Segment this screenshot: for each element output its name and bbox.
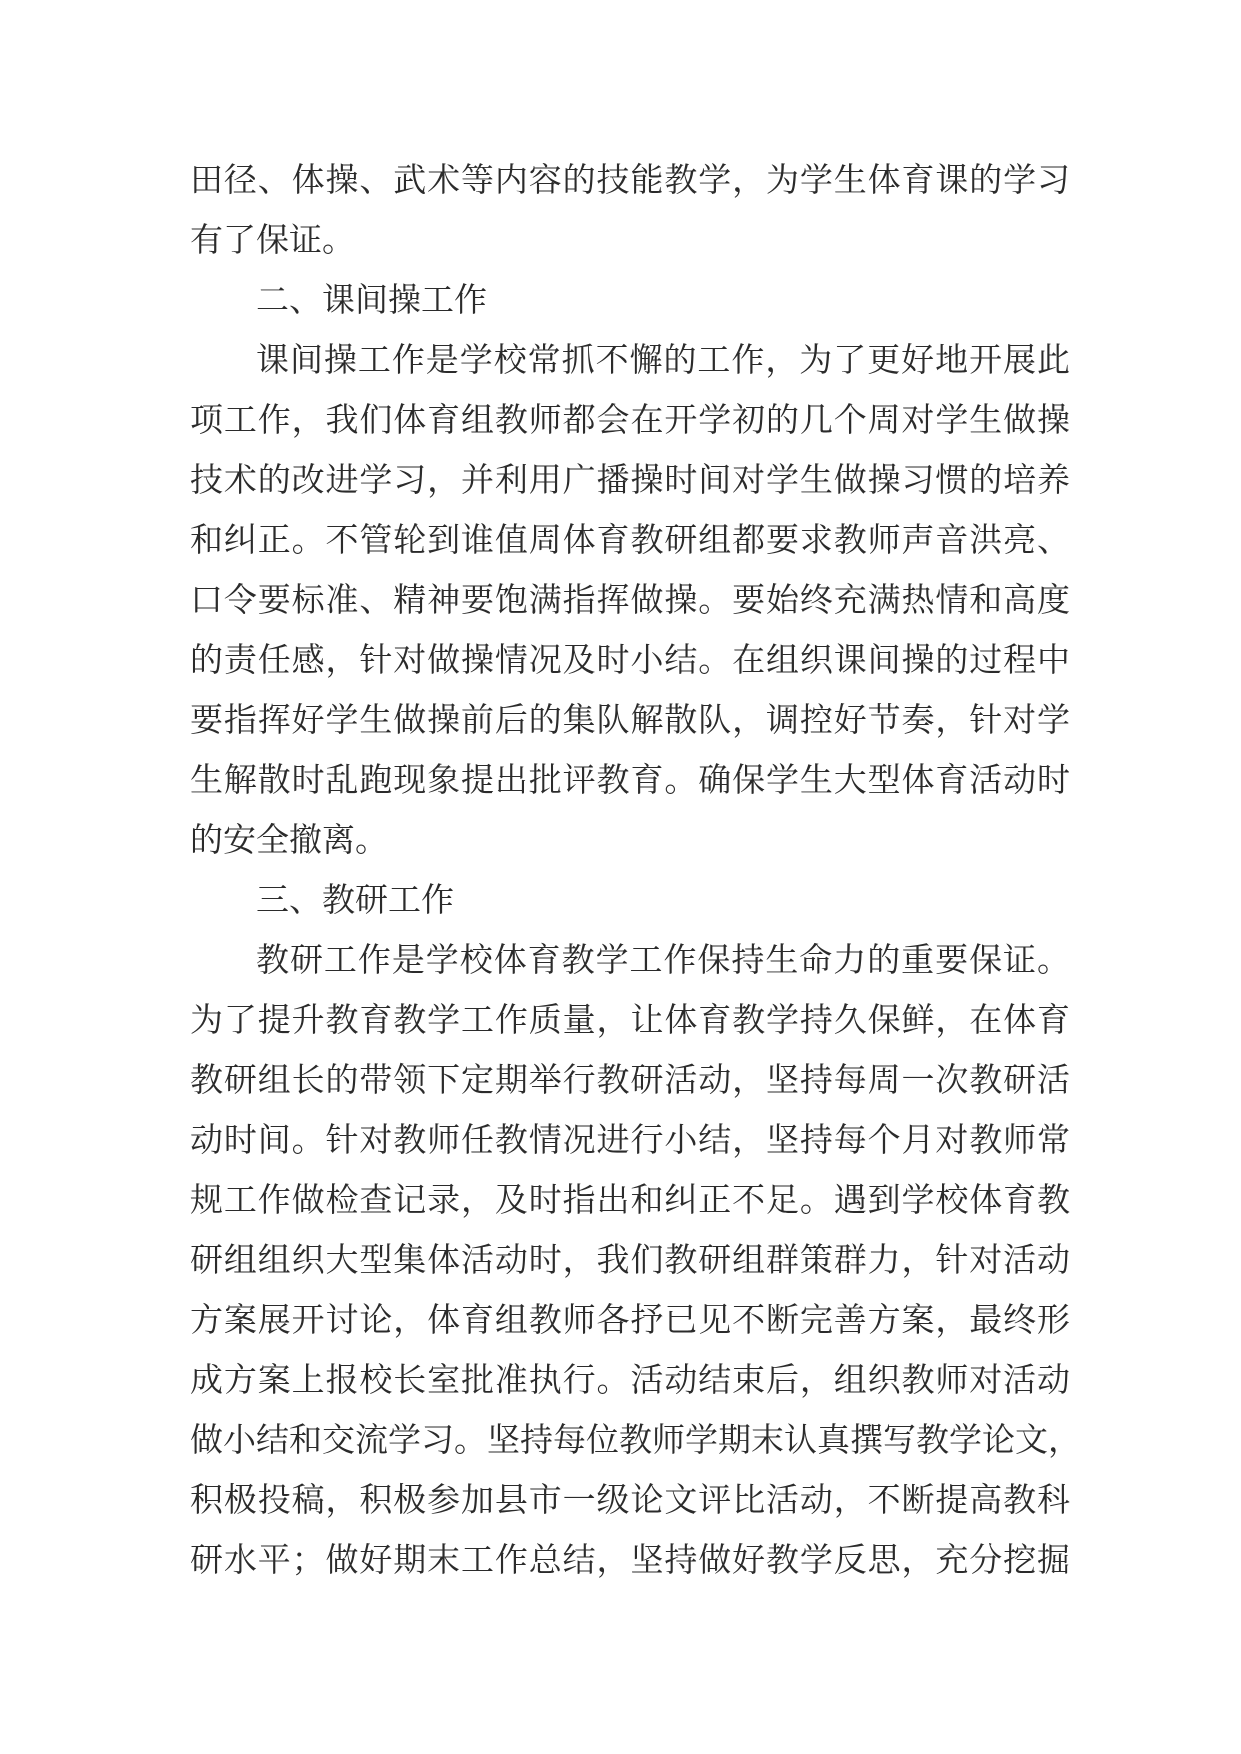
- body-line: 研水平；做好期末工作总结，坚持做好教学反思，充分挖掘: [190, 1540, 1070, 1579]
- body-line: 要指挥好学生做操前后的集队解散队，调控好节奏，针对学: [190, 700, 1070, 739]
- body-line: 为了提升教育教学工作质量，让体育教学持久保鲜，在体育: [190, 1000, 1070, 1039]
- body-line: 成方案上报校长室批准执行。活动结束后，组织教师对活动: [190, 1360, 1070, 1399]
- body-line: 技术的改进学习，并利用广播操时间对学生做操习惯的培养: [190, 460, 1070, 499]
- section-heading: 二、课间操工作: [256, 280, 487, 319]
- section-heading: 三、教研工作: [256, 880, 454, 919]
- body-line: 和纠正。不管轮到谁值周体育教研组都要求教师声音洪亮、: [190, 520, 1070, 559]
- body-line: 有了保证。: [190, 220, 355, 259]
- body-line: 规工作做检查记录，及时指出和纠正不足。遇到学校体育教: [190, 1180, 1070, 1219]
- body-line: 口令要标准、精神要饱满指挥做操。要始终充满热情和高度: [190, 580, 1070, 619]
- body-line: 教研组长的带领下定期举行教研活动，坚持每周一次教研活: [190, 1060, 1070, 1099]
- body-line: 田径、体操、武术等内容的技能教学，为学生体育课的学习: [190, 160, 1070, 199]
- body-line: 动时间。针对教师任教情况进行小结，坚持每个月对教师常: [190, 1120, 1070, 1159]
- body-line: 教研工作是学校体育教学工作保持生命力的重要保证。: [256, 940, 1070, 979]
- body-line: 研组组织大型集体活动时，我们教研组群策群力，针对活动: [190, 1240, 1070, 1279]
- body-line: 的安全撤离。: [190, 820, 388, 859]
- body-line: 积极投稿，积极参加县市一级论文评比活动，不断提高教科: [190, 1480, 1070, 1519]
- body-line: 课间操工作是学校常抓不懈的工作，为了更好地开展此: [256, 340, 1070, 379]
- body-line: 项工作，我们体育组教师都会在开学初的几个周对学生做操: [190, 400, 1070, 439]
- body-line: 生解散时乱跑现象提出批评教育。确保学生大型体育活动时: [190, 760, 1070, 799]
- body-line: 做小结和交流学习。坚持每位教师学期末认真撰写教学论文，: [190, 1420, 1081, 1459]
- body-line: 的责任感，针对做操情况及时小结。在组织课间操的过程中: [190, 640, 1070, 679]
- body-line: 方案展开讨论，体育组教师各抒已见不断完善方案，最终形: [190, 1300, 1070, 1339]
